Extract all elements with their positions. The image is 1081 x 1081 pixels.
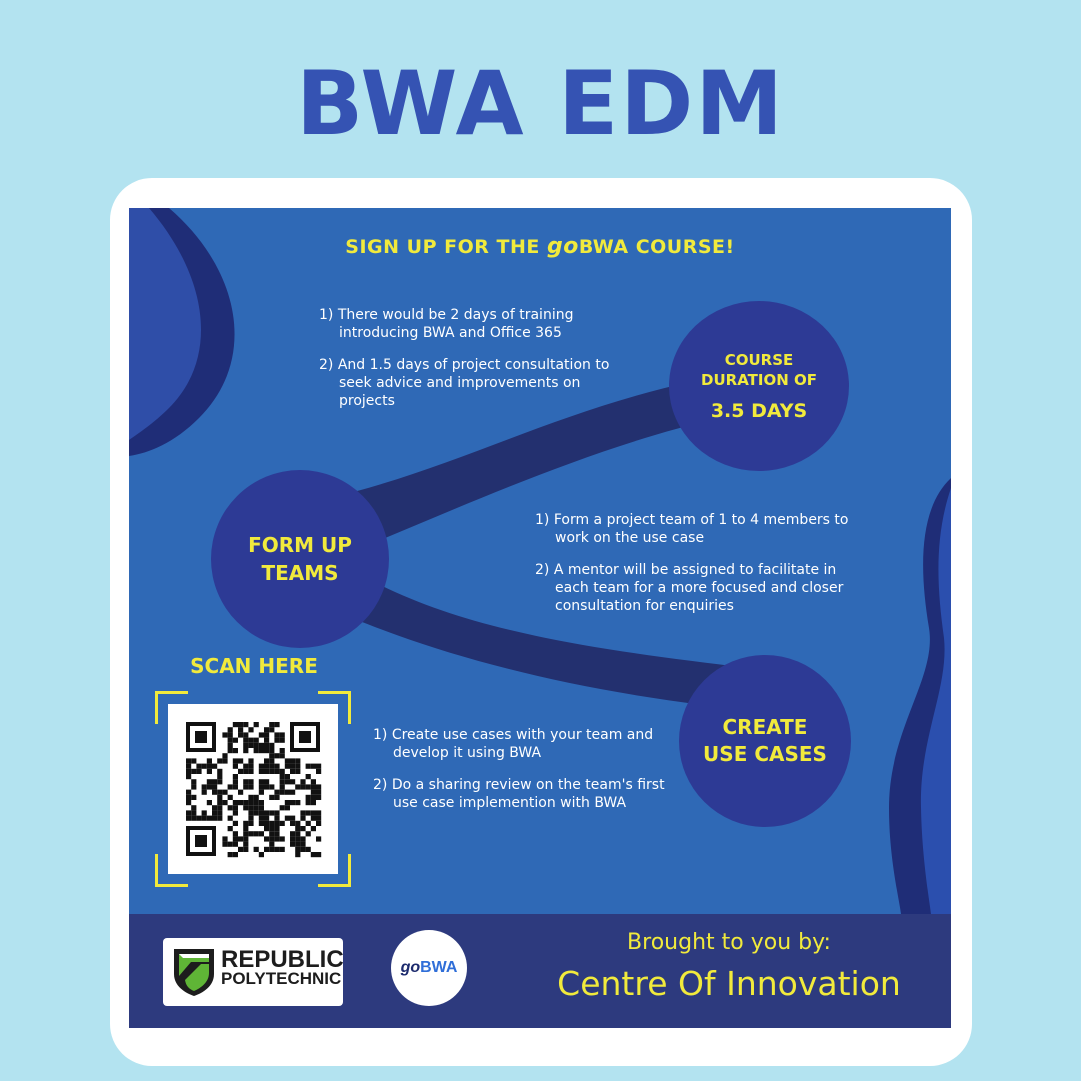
centre-of-innovation: Centre Of Innovation	[557, 964, 901, 1003]
usecase-point-2: 2) Do a sharing review on the team's first use case implemention with BWA	[373, 777, 665, 811]
rp-line2: POLYTECHNIC	[221, 969, 342, 988]
headline	[129, 234, 951, 259]
usecase-points	[373, 726, 673, 826]
team-point-2: 2) A mentor will be assigned to facilitate in each team for a more focused and closer consultation for enquiries	[535, 562, 844, 614]
usecase-point-1: 1) Create use cases with your team and develop it using BWA	[373, 727, 654, 761]
training-point-1: 1) There would be 2 days of training introducing BWA and Office 365	[319, 307, 574, 341]
qr-code[interactable]	[168, 704, 338, 874]
republic-polytechnic-logo	[163, 938, 343, 1006]
page-title: BWA EDM	[296, 52, 785, 155]
usecases-line2: USE CASES	[703, 742, 827, 766]
rp-line1: REPUBLIC	[221, 946, 344, 973]
headline-brand: go	[546, 234, 579, 259]
qr-frame	[155, 691, 351, 887]
brought-by: Brought to you by:	[627, 930, 831, 955]
duration-line2: DURATION OF	[701, 371, 817, 389]
usecases-circle	[679, 655, 851, 827]
duration-circle	[669, 301, 849, 471]
headline-suffix: BWA COURSE!	[578, 236, 735, 258]
team-point-1: 1) Form a project team of 1 to 4 members to work on the use case	[535, 512, 849, 546]
team-points	[535, 511, 865, 629]
qr-code-icon	[168, 704, 338, 874]
usecases-line1: CREATE	[722, 715, 808, 739]
rp-shield-icon	[171, 946, 217, 998]
gobwa-go: go	[400, 959, 421, 976]
gobwa-logo	[391, 930, 467, 1006]
duration-line1: COURSE	[724, 351, 794, 369]
teams-circle	[211, 470, 389, 648]
poster	[129, 208, 951, 1028]
training-point-2: 2) And 1.5 days of project consultation to seek advice and improvements on projects	[319, 357, 610, 409]
headline-prefix: SIGN UP FOR THE	[345, 236, 547, 258]
footer	[129, 914, 951, 1028]
rp-wordmark	[221, 946, 344, 988]
teams-line1: FORM UP	[248, 533, 352, 557]
duration-value: 3.5 DAYS	[710, 400, 808, 422]
training-points	[319, 306, 639, 424]
teams-line2: TEAMS	[261, 561, 339, 585]
scan-label: SCAN HERE	[190, 654, 318, 678]
gobwa-bwa: BWA	[420, 959, 458, 976]
